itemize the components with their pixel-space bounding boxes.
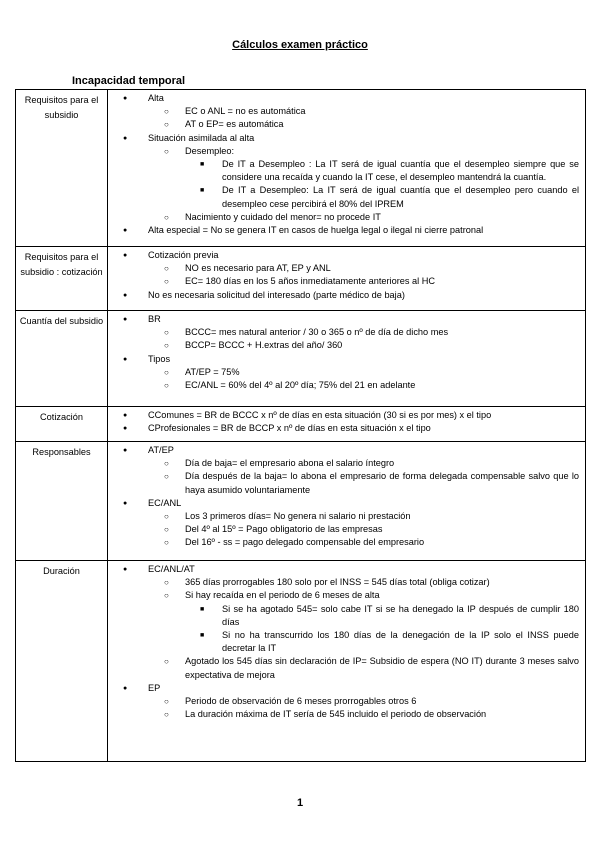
- row-content: [108, 90, 586, 247]
- table-row: [16, 561, 586, 762]
- list-item: ● Alta: [108, 92, 579, 105]
- table-row: [16, 311, 586, 407]
- document-title: Cálculos examen práctico: [232, 39, 368, 51]
- table-row: [16, 90, 586, 247]
- row-content: [108, 442, 586, 561]
- list-item: ● Alta especial = No se genera IT en casos de huelga legal o ilegal ni cierre patronal: [108, 224, 579, 237]
- list-item: ● EC/ANL/AT: [108, 563, 579, 576]
- list-item: ● AT/EP: [108, 444, 579, 457]
- list-item: ○ EC/ANL = 60% del 4º al 20º día; 75% del 21 en adelante: [108, 379, 579, 392]
- list-item: ● Tipos: [108, 353, 579, 366]
- list-item: ● No es necesaria solicitud del interesado (parte médico de baja): [108, 289, 579, 302]
- list-item: ● CProfesionales = BR de BCCP x nº de días en esta situación x el tipo: [108, 422, 579, 435]
- list-item: ● Cotización previa: [108, 249, 579, 262]
- list-item: ■ De IT a Desempleo : La IT será de igual cuantía que el desempleo siempre que se considere una recaída y cuando la IT cese, el desempleo mantendrá la cuantía.: [108, 158, 579, 184]
- row-label: Cuantía del subsidio: [16, 311, 108, 407]
- list-item: ● EC/ANL: [108, 497, 579, 510]
- list-item: ○ Día de baja= el empresario abona el salario íntegro: [108, 457, 579, 470]
- list-item: ○ Los 3 primeros días= No genera ni salario ni prestación: [108, 510, 579, 523]
- row-content: [108, 407, 586, 442]
- list-item: ○ Si hay recaída en el periodo de 6 meses de alta: [108, 589, 579, 602]
- list-item: ○ Agotado los 545 días sin declaración de IP= Subsidio de espera (NO IT) durante 3 meses salvo expectativa de mejora: [108, 655, 579, 681]
- list-item: ○ Periodo de observación de 6 meses prorrogables otros 6: [108, 695, 579, 708]
- list-item: ○ Del 16º - ss = pago delegado compensable del empresario: [108, 536, 579, 549]
- table-row: [16, 407, 586, 442]
- list-item: ○ BCCP= BCCC + H.extras del año/ 360: [108, 339, 579, 352]
- section-title: Incapacidad temporal: [72, 75, 186, 87]
- list-item: ■ De IT a Desempleo: La IT será de igual cuantía que el desempleo pero cuando el desempleo cese percibirá el 80% del IPREM: [108, 184, 579, 210]
- list-item: ○ BCCC= mes natural anterior / 30 o 365 o nº de día de dicho mes: [108, 326, 579, 339]
- row-content: [108, 311, 586, 407]
- row-content: [108, 561, 586, 762]
- list-item: ● CComunes = BR de BCCC x nº de días en esta situación (30 si es por mes) x el tipo: [108, 409, 579, 422]
- list-item: ○ 365 días prorrogables 180 solo por el INSS = 545 días total (obliga cotizar): [108, 576, 579, 589]
- summary-table: [15, 89, 586, 762]
- list-item: ■ Si no ha transcurrido los 180 días de la denegación de la IP solo el INSS puede decretar la IT: [108, 629, 579, 655]
- row-label: Cotización: [16, 407, 108, 442]
- page-number: 1: [296, 797, 304, 809]
- list-item: ● BR: [108, 313, 579, 326]
- list-item: ○ Nacimiento y cuidado del menor= no procede IT: [108, 211, 579, 224]
- list-item: ○ EC o ANL = no es automática: [108, 105, 579, 118]
- list-item: ● Situación asimilada al alta: [108, 132, 579, 145]
- list-item: ○ Día después de la baja= lo abona el empresario de forma delegada compensable salvo que lo haya asumido voluntariamente: [108, 470, 579, 496]
- list-item: ○ Desempleo:: [108, 145, 579, 158]
- list-item: ○ AT/EP = 75%: [108, 366, 579, 379]
- row-label: Duración: [16, 561, 108, 762]
- list-item: ○ EC= 180 días en los 5 años inmediatamente anteriores al HC: [108, 275, 579, 288]
- list-item: ○ Del 4º al 15º = Pago obligatorio de las empresas: [108, 523, 579, 536]
- table-row: [16, 247, 586, 311]
- row-label: Requisitos para el subsidio: [16, 90, 108, 247]
- list-item: ■ Si se ha agotado 545= solo cabe IT si se ha denegado la IP después de cumplir 180 días: [108, 603, 579, 629]
- table-body: [16, 90, 586, 762]
- list-item: ○ NO es necesario para AT, EP y ANL: [108, 262, 579, 275]
- row-label: Responsables: [16, 442, 108, 561]
- list-item: ○ La duración máxima de IT sería de 545 incluido el periodo de observación: [108, 708, 579, 721]
- row-label: Requisitos para el subsidio : cotización: [16, 247, 108, 311]
- row-content: [108, 247, 586, 311]
- list-item: ● EP: [108, 682, 579, 695]
- list-item: ○ AT o EP= es automática: [108, 118, 579, 131]
- table-row: [16, 442, 586, 561]
